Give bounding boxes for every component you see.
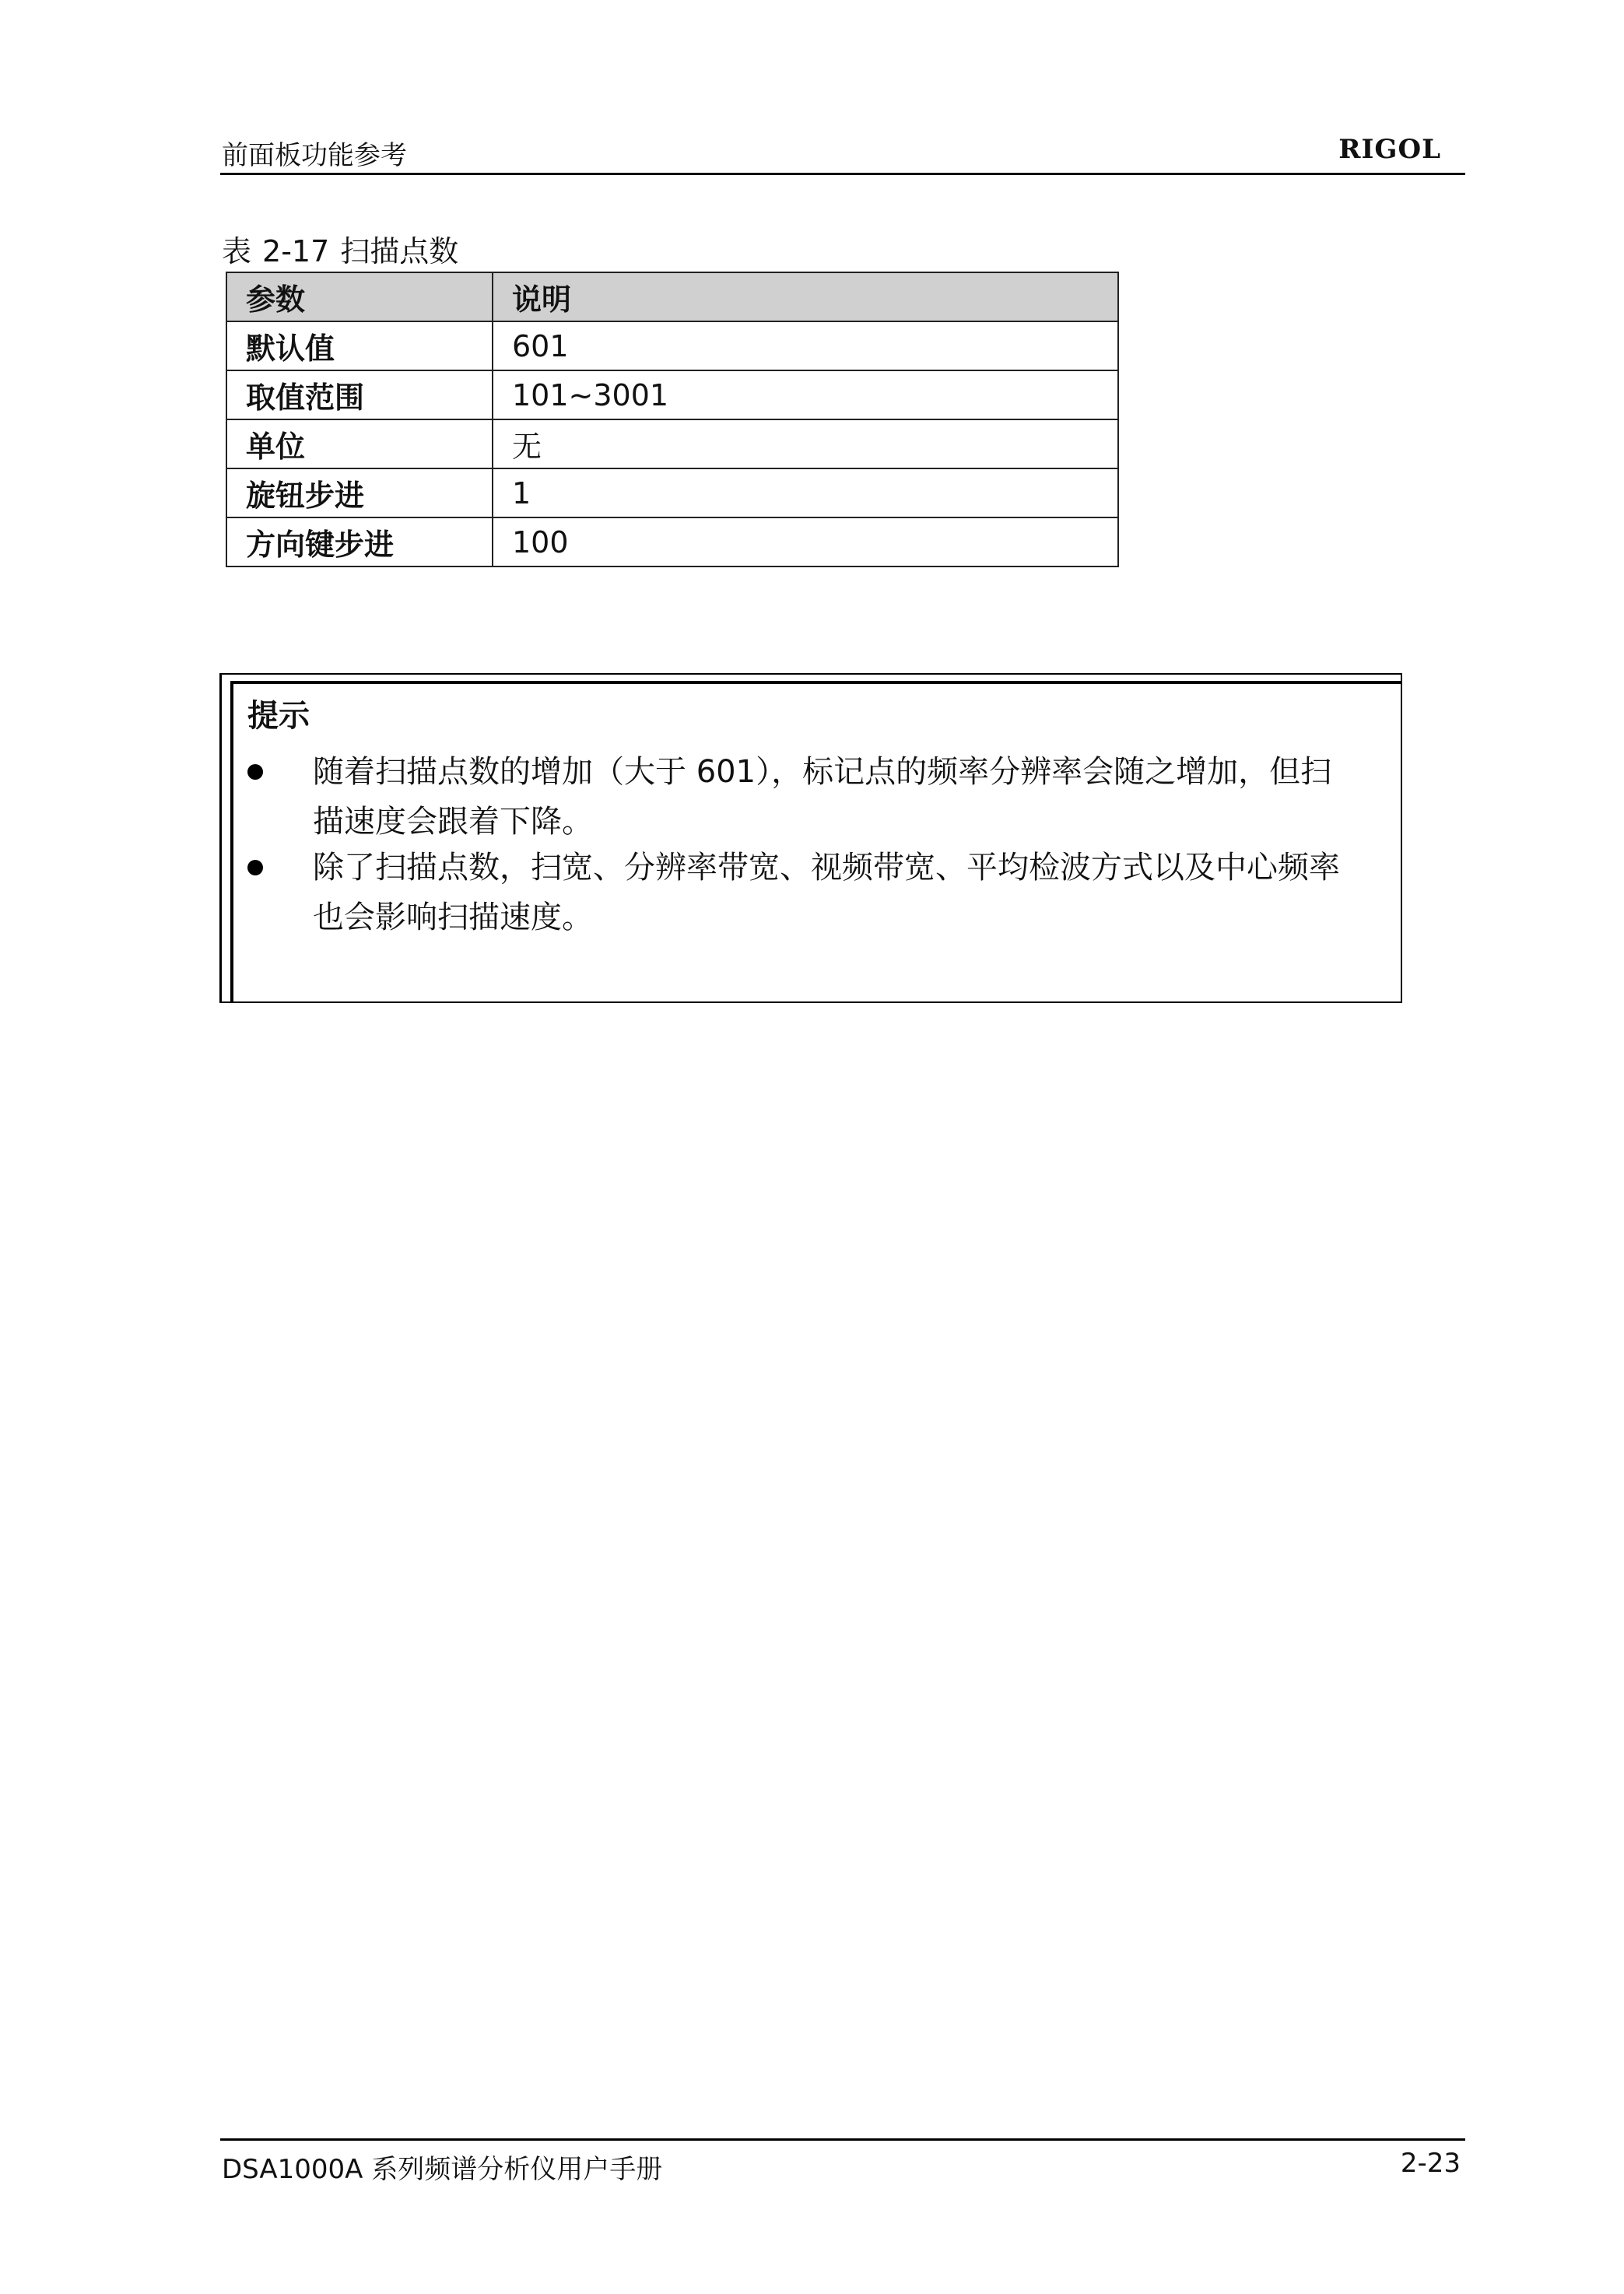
caption-prefix: 表 [222, 234, 252, 268]
table-row [226, 419, 1118, 468]
tip-text-part: ），标记点的频率分辨率会随之增加，但扫 [756, 754, 1332, 790]
tip-title: 提示 [247, 698, 310, 734]
tip-item-line: 也会影响扫描速度。 [313, 900, 593, 935]
table-row [226, 370, 1118, 419]
tip-item [313, 843, 1387, 942]
bullet-icon [247, 764, 263, 780]
column-header-parameter: 参数 [226, 272, 493, 321]
param-value: 100 [493, 517, 1118, 566]
table-header-row [226, 272, 1118, 321]
caption-title: 扫描点数 [340, 234, 459, 268]
page-number: 2-23 [1400, 2148, 1461, 2179]
param-name: 取值范围 [226, 370, 493, 419]
param-name: 方向键步进 [226, 517, 493, 566]
table-row [226, 517, 1118, 566]
tip-item [313, 747, 1387, 847]
footer-manual-name: 系列频谱分析仪用户手册 [371, 2154, 663, 2185]
running-header-section: 前面板功能参考 [222, 140, 407, 171]
tip-border-outer [219, 673, 222, 1003]
table-row [226, 468, 1118, 517]
param-name: 旋钮步进 [226, 468, 493, 517]
param-value: 101~3001 [493, 370, 1118, 419]
brand-logo: RIGOL [1338, 134, 1441, 165]
tip-item-line: 描速度会跟着下降。 [313, 804, 593, 840]
tip-text-part: 随着扫描点数的增加（大于 [313, 754, 696, 790]
tip-item-line: 除了扫描点数，扫宽、分辨率带宽、视频带宽、平均检波方式以及中心频率 [313, 850, 1340, 886]
bullet-icon [247, 860, 263, 875]
param-name: 默认值 [226, 321, 493, 370]
param-value: 1 [493, 468, 1118, 517]
header-divider [220, 173, 1465, 175]
table-caption [222, 227, 458, 270]
tip-number: 601 [696, 754, 756, 790]
tip-item-line [313, 747, 1387, 797]
table-row [226, 321, 1118, 370]
column-header-description: 说明 [493, 272, 1118, 321]
caption-number: 2-17 [262, 234, 330, 268]
tip-border-top [230, 681, 1402, 684]
param-value: 无 [493, 419, 1118, 468]
parameter-table [226, 272, 1119, 567]
footer-model: DSA1000A [222, 2154, 363, 2185]
tip-border-inner [230, 681, 233, 1003]
param-name: 单位 [226, 419, 493, 468]
footer-divider [220, 2138, 1465, 2141]
footer-manual-title [222, 2148, 662, 2186]
param-value: 601 [493, 321, 1118, 370]
